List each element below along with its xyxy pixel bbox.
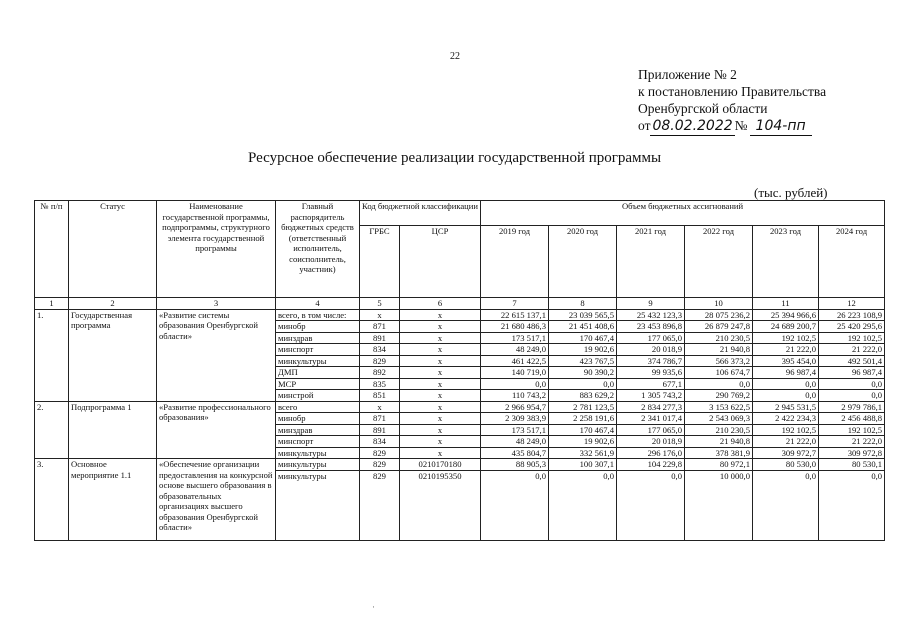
- row-csr: х: [400, 355, 481, 367]
- row-grbs: 851: [360, 390, 400, 402]
- units-label: (тыс. рублей): [754, 185, 828, 200]
- column-index: 8: [549, 298, 617, 310]
- row-value: 0,0: [753, 378, 819, 390]
- appendix-line-3: Оренбургской области: [638, 101, 768, 116]
- appendix-date-line: [638, 117, 826, 136]
- row-value: 25 432 123,3: [617, 309, 685, 321]
- column-index: 3: [157, 298, 276, 310]
- row-value: 1 305 743,2: [617, 390, 685, 402]
- row-value: 170 467,4: [549, 424, 617, 436]
- row-csr: х: [400, 390, 481, 402]
- row-csr: х: [400, 447, 481, 459]
- row-value: 100 307,1: [549, 459, 617, 471]
- row-value: 19 902,6: [549, 436, 617, 448]
- row-value: 309 972,8: [819, 447, 885, 459]
- row-value: 20 018,9: [617, 436, 685, 448]
- row-value: 0,0: [819, 378, 885, 390]
- row-value: 677,1: [617, 378, 685, 390]
- row-value: 0,0: [549, 378, 617, 390]
- row-value: 24 689 200,7: [753, 321, 819, 333]
- document-title: Ресурсное обеспечение реализации государственной программы: [248, 150, 662, 166]
- column-index: 4: [276, 298, 360, 310]
- appendix-header: [638, 66, 826, 136]
- row-grbs: 871: [360, 413, 400, 425]
- row-admin: минстрой: [276, 390, 360, 402]
- row-grbs: 829: [360, 470, 400, 540]
- row-admin: минкультуры: [276, 459, 360, 471]
- row-value: 173 517,1: [481, 424, 549, 436]
- table-body: [35, 309, 885, 540]
- row-value: 492 501,4: [819, 355, 885, 367]
- row-value: 177 065,0: [617, 424, 685, 436]
- column-index: 5: [360, 298, 400, 310]
- row-admin: минкультуры: [276, 470, 360, 540]
- row-value: 10 000,0: [685, 470, 753, 540]
- row-value: 395 454,0: [753, 355, 819, 367]
- row-value: 21 940,8: [685, 344, 753, 356]
- header-name: Наименование государственной программы, подпрограммы, структурного элемента государственной программы: [157, 201, 276, 298]
- row-grbs: 835: [360, 378, 400, 390]
- row-grbs: 834: [360, 344, 400, 356]
- table-row: [35, 401, 885, 413]
- row-value: 309 972,7: [753, 447, 819, 459]
- row-value: 0,0: [753, 390, 819, 402]
- row-value: 2 341 017,4: [617, 413, 685, 425]
- column-index: 2: [69, 298, 157, 310]
- row-value: 0,0: [819, 470, 885, 540]
- column-index: 9: [617, 298, 685, 310]
- row-admin: минобр: [276, 413, 360, 425]
- row-csr: х: [400, 401, 481, 413]
- row-value: 423 767,5: [549, 355, 617, 367]
- row-value: 296 176,0: [617, 447, 685, 459]
- row-value: 48 249,0: [481, 344, 549, 356]
- row-value: 19 902,6: [549, 344, 617, 356]
- row-value: 3 153 622,5: [685, 401, 753, 413]
- row-value: 28 075 236,2: [685, 309, 753, 321]
- row-value: 0,0: [481, 378, 549, 390]
- header-year: 2020 год: [549, 226, 617, 298]
- row-csr: х: [400, 424, 481, 436]
- row-admin: минздрав: [276, 332, 360, 344]
- row-value: 435 804,7: [481, 447, 549, 459]
- row-value: 332 561,9: [549, 447, 617, 459]
- row-value: 192 102,5: [753, 332, 819, 344]
- row-value: 177 065,0: [617, 332, 685, 344]
- row-value: 2 945 531,5: [753, 401, 819, 413]
- row-value: 2 543 069,3: [685, 413, 753, 425]
- row-value: 192 102,5: [819, 332, 885, 344]
- row-value: 2 309 383,9: [481, 413, 549, 425]
- row-value: 96 987,4: [753, 367, 819, 379]
- row-value: 21 222,0: [753, 436, 819, 448]
- row-csr: х: [400, 332, 481, 344]
- row-csr: х: [400, 367, 481, 379]
- number-label: №: [734, 118, 748, 133]
- header-year: 2019 год: [481, 226, 549, 298]
- row-value: 22 615 137,1: [481, 309, 549, 321]
- row-value: 374 786,7: [617, 355, 685, 367]
- row-value: 170 467,4: [549, 332, 617, 344]
- row-program-name: «Обеспечение организации предоставления на конкурсной основе высшего образования в образовательных организациях высшего образования Оренбургской области»: [157, 459, 276, 541]
- header-volume: Объем бюджетных ассигнований: [481, 201, 885, 226]
- row-value: 48 249,0: [481, 436, 549, 448]
- row-admin: ДМП: [276, 367, 360, 379]
- row-csr: х: [400, 309, 481, 321]
- row-value: 21 222,0: [753, 344, 819, 356]
- row-value: 80 972,1: [685, 459, 753, 471]
- row-value: 2 781 123,5: [549, 401, 617, 413]
- row-csr: х: [400, 378, 481, 390]
- header-code: Код бюджетной классификации: [360, 201, 481, 226]
- table-row: [35, 309, 885, 321]
- row-value: 90 390,2: [549, 367, 617, 379]
- row-grbs: 829: [360, 355, 400, 367]
- row-value: 0,0: [481, 470, 549, 540]
- row-value: 290 769,2: [685, 390, 753, 402]
- row-value: 23 039 565,5: [549, 309, 617, 321]
- row-program-name: «Развитие профессионального образования»: [157, 401, 276, 459]
- row-value: 110 743,2: [481, 390, 549, 402]
- handwritten-number: 104-пп: [750, 118, 812, 136]
- row-value: 2 834 277,3: [617, 401, 685, 413]
- row-admin: минспорт: [276, 344, 360, 356]
- row-value: 80 530,1: [819, 459, 885, 471]
- row-value: 106 674,7: [685, 367, 753, 379]
- column-index: 1: [35, 298, 69, 310]
- row-value: 210 230,5: [685, 332, 753, 344]
- handwritten-date: 08.02.2022: [652, 118, 733, 134]
- row-value: 2 966 954,7: [481, 401, 549, 413]
- row-value: 173 517,1: [481, 332, 549, 344]
- row-csr: х: [400, 321, 481, 333]
- row-grbs: х: [360, 309, 400, 321]
- row-value: 96 987,4: [819, 367, 885, 379]
- row-value: 88 905,3: [481, 459, 549, 471]
- row-admin: минздрав: [276, 424, 360, 436]
- row-grbs: 829: [360, 447, 400, 459]
- row-value: 21 940,8: [685, 436, 753, 448]
- row-number: 3.: [35, 459, 69, 541]
- row-admin: минкультуры: [276, 447, 360, 459]
- row-grbs: 871: [360, 321, 400, 333]
- appendix-line-2: к постановлению Правительства: [638, 84, 827, 99]
- row-csr: 0210195350: [400, 470, 481, 540]
- row-value: 378 381,9: [685, 447, 753, 459]
- row-value: 192 102,5: [819, 424, 885, 436]
- row-value: 26 223 108,9: [819, 309, 885, 321]
- row-value: 0,0: [753, 470, 819, 540]
- row-value: 0,0: [819, 390, 885, 402]
- row-admin: всего, в том числе:: [276, 309, 360, 321]
- column-index: 12: [819, 298, 885, 310]
- row-admin: всего: [276, 401, 360, 413]
- row-number: 1.: [35, 309, 69, 401]
- row-value: 104 229,8: [617, 459, 685, 471]
- header-year: 2022 год: [685, 226, 753, 298]
- row-value: 21 680 486,3: [481, 321, 549, 333]
- row-value: 21 222,0: [819, 436, 885, 448]
- header-year: 2024 год: [819, 226, 885, 298]
- header-admin: Главный распорядитель бюджетных средств (ответственный исполнитель, соисполнитель, участник): [276, 201, 360, 298]
- row-admin: минкультуры: [276, 355, 360, 367]
- header-year: 2023 год: [753, 226, 819, 298]
- row-value: 883 629,2: [549, 390, 617, 402]
- row-value: 20 018,9: [617, 344, 685, 356]
- column-index: 10: [685, 298, 753, 310]
- row-grbs: 892: [360, 367, 400, 379]
- row-csr: х: [400, 436, 481, 448]
- row-csr: 0210170180: [400, 459, 481, 471]
- row-value: 99 935,6: [617, 367, 685, 379]
- row-value: 210 230,5: [685, 424, 753, 436]
- header-grbs: ГРБС: [360, 226, 400, 298]
- page-number: 22: [450, 51, 460, 62]
- header-csr: ЦСР: [400, 226, 481, 298]
- row-status: Подпрограмма 1: [69, 401, 157, 459]
- table-row: [35, 459, 885, 471]
- column-index: 7: [481, 298, 549, 310]
- footer-mark: ·: [372, 602, 375, 612]
- appendix-line-1: Приложение № 2: [638, 67, 737, 82]
- row-number: 2.: [35, 401, 69, 459]
- row-value: 21 222,0: [819, 344, 885, 356]
- row-grbs: 891: [360, 332, 400, 344]
- row-value: 21 451 408,6: [549, 321, 617, 333]
- row-value: 2 456 488,8: [819, 413, 885, 425]
- row-value: 461 422,5: [481, 355, 549, 367]
- from-label: от: [638, 118, 651, 133]
- row-value: 140 719,0: [481, 367, 549, 379]
- column-index: 6: [400, 298, 481, 310]
- row-grbs: 891: [360, 424, 400, 436]
- column-index: 11: [753, 298, 819, 310]
- row-value: 0,0: [617, 470, 685, 540]
- row-value: 2 979 786,1: [819, 401, 885, 413]
- row-value: 25 420 295,6: [819, 321, 885, 333]
- row-grbs: х: [360, 401, 400, 413]
- row-grbs: 834: [360, 436, 400, 448]
- row-value: 566 373,2: [685, 355, 753, 367]
- header-num: № п/п: [35, 201, 69, 298]
- row-admin: МСР: [276, 378, 360, 390]
- header-year: 2021 год: [617, 226, 685, 298]
- row-admin: минобр: [276, 321, 360, 333]
- row-csr: х: [400, 344, 481, 356]
- row-status: Государственная программа: [69, 309, 157, 401]
- row-value: 26 879 247,8: [685, 321, 753, 333]
- row-value: 0,0: [685, 378, 753, 390]
- row-value: 23 453 896,8: [617, 321, 685, 333]
- row-value: 0,0: [549, 470, 617, 540]
- budget-table: [34, 200, 885, 541]
- row-value: 2 422 234,3: [753, 413, 819, 425]
- row-program-name: «Развитие системы образования Оренбургской области»: [157, 309, 276, 401]
- row-value: 25 394 966,6: [753, 309, 819, 321]
- row-value: 192 102,5: [753, 424, 819, 436]
- header-status: Статус: [69, 201, 157, 298]
- row-value: 80 530,0: [753, 459, 819, 471]
- row-status: Основное мероприятие 1.1: [69, 459, 157, 541]
- row-csr: х: [400, 413, 481, 425]
- row-admin: минспорт: [276, 436, 360, 448]
- row-grbs: 829: [360, 459, 400, 471]
- row-value: 2 258 191,6: [549, 413, 617, 425]
